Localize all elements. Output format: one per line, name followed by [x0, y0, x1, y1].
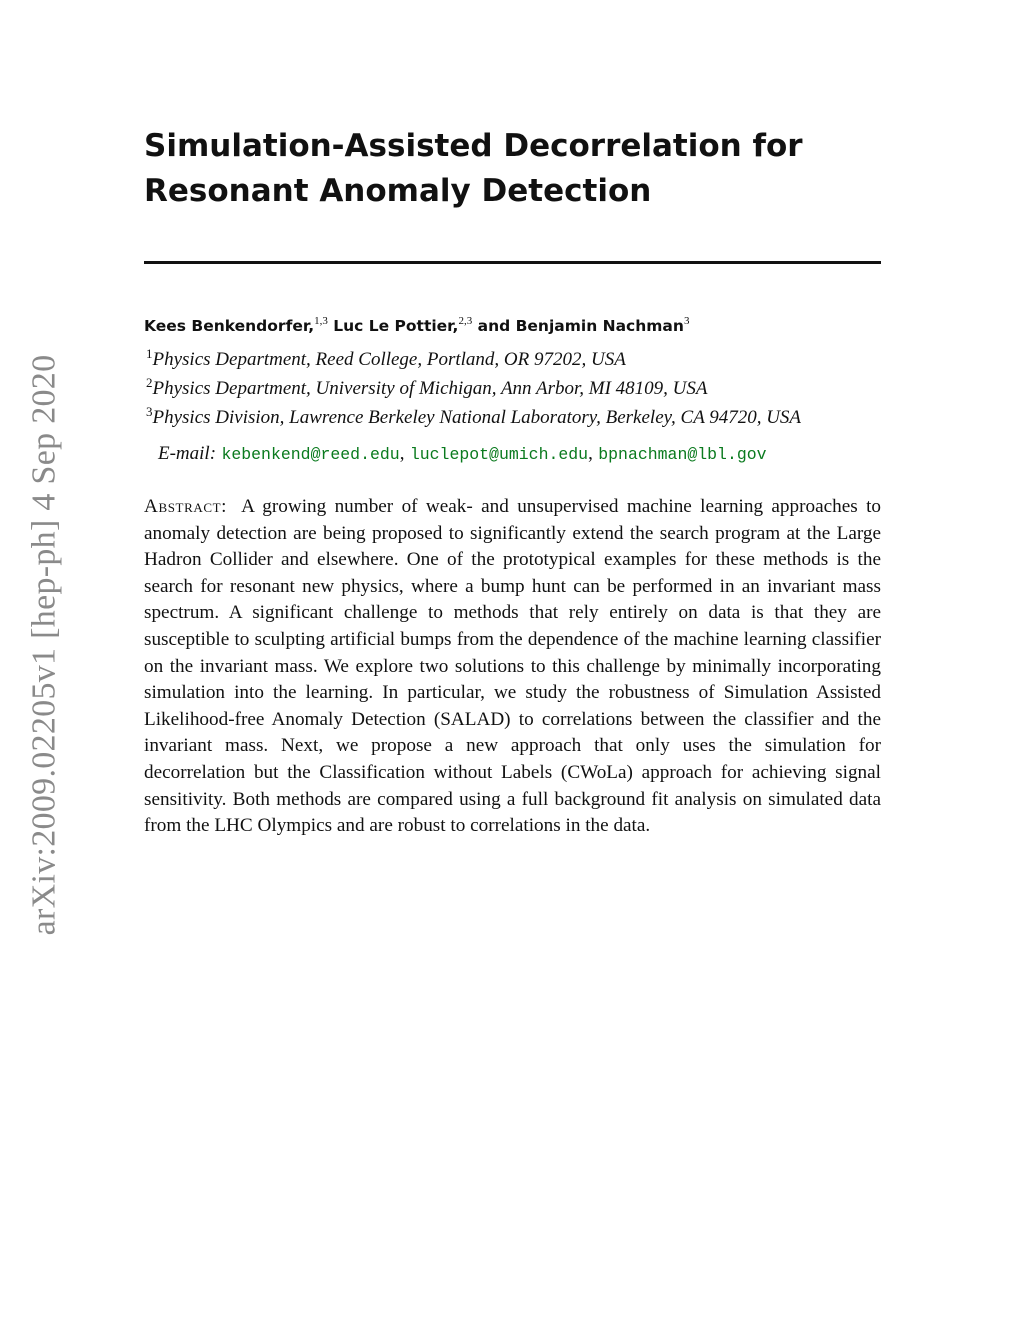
arxiv-stamp — [16, 355, 72, 935]
email-separator: , — [399, 443, 405, 464]
affiliation-text: Physics Division, Lawrence Berkeley National Laboratory, Berkeley, CA 94720, USA — [152, 407, 802, 428]
email-separator: , — [588, 443, 593, 464]
email-link[interactable]: kebenkend@reed.edu — [221, 445, 400, 464]
affiliation-number: 2 — [146, 375, 153, 390]
author-affil-mark: 2,3 — [458, 315, 473, 327]
author-affil-mark: 1,3 — [314, 315, 328, 327]
abstract-text: A growing number of weak- and unsupervised machine learning approaches to anomaly detection are being proposed to significantly extend the search program at the Large Hadron Collider and elsewhere. One of the prototypical examples for these methods is the search for resonant new physics, where a bump hunt can be performed in an invariant mass spectrum. A significant challenge to methods that rely entirely on data is that they are susceptible to sculpting artificial bumps from the dependence of the machine learning classifier on the invariant mass. We explore two solutions to this challenge by minimally incorporating simulation into the learning. In particular, we study the robustness of Simulation Assisted Likelihood-free Anomaly Detection (SALAD) to correlations between the classifier and the invariant mass. Next, we propose a new approach that only uses the simulation for decorrelation but the Classification without Labels (CWoLa) approach for achieving signal sensitivity. Both methods are compared using a full background fit analysis on simulated data from the LHC Olympics and are robust to correlations in the data. — [144, 496, 881, 837]
author-list — [144, 315, 884, 337]
affiliation-text: Physics Department, University of Michigan, Ann Arbor, MI 48109, USA — [152, 378, 708, 399]
abstract-label: Abstract: — [144, 496, 228, 517]
author-name: Luc Le Pottier, — [333, 317, 459, 335]
author-name: Kees Benkendorfer, — [144, 317, 315, 335]
affiliation-text: Physics Department, Reed College, Portland, OR 97202, USA — [152, 349, 626, 370]
title-line-2: Resonant Anomaly Detection — [144, 173, 652, 209]
affiliation — [146, 406, 886, 430]
affiliation-number: 3 — [146, 404, 153, 419]
author-affil-mark: 3 — [683, 315, 690, 327]
arxiv-identifier: arXiv:2009.02205v1 [hep-ph] 4 Sep 2020 — [25, 354, 63, 936]
email-link[interactable]: bpnachman@lbl.gov — [598, 445, 767, 464]
title-line-1: Simulation-Assisted Decorrelation for — [144, 128, 803, 164]
email-label: E-mail: — [158, 443, 217, 464]
affiliation — [146, 348, 886, 372]
email-link[interactable]: luclepot@umich.edu — [409, 445, 589, 464]
email-line — [158, 442, 898, 467]
affiliation — [146, 377, 886, 401]
abstract — [144, 494, 881, 840]
title-rule — [144, 261, 881, 264]
affiliation-number: 1 — [146, 346, 153, 361]
paper-title — [144, 124, 884, 214]
author-name: and Benjamin Nachman — [477, 317, 684, 335]
